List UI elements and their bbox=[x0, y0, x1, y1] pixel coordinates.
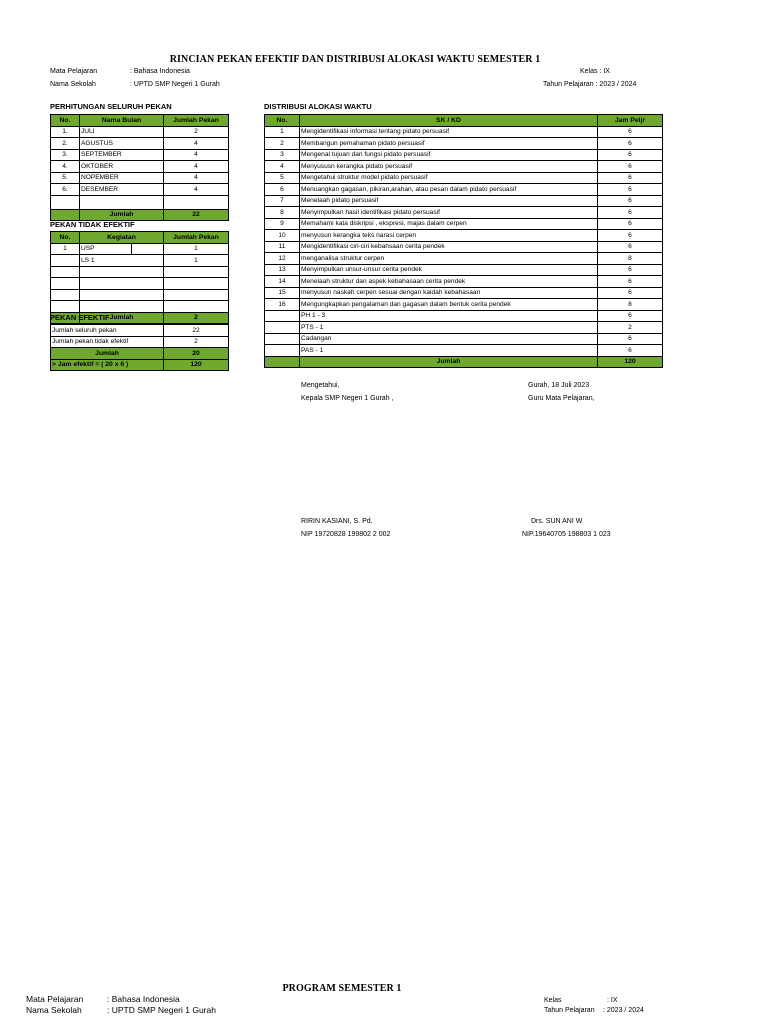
cell: 9 bbox=[265, 218, 300, 230]
program-kelas-value: : IX bbox=[607, 997, 618, 1004]
total-value: 2 bbox=[164, 312, 229, 324]
cell: 4 bbox=[164, 138, 229, 150]
table-row bbox=[265, 172, 663, 184]
col-header: SK / KD bbox=[300, 115, 598, 127]
tahun-pelajaran: Tahun Pelajaran : 2023 / 2024 bbox=[543, 81, 637, 88]
cell bbox=[51, 255, 80, 267]
total-label: Jumlah bbox=[80, 209, 164, 221]
table-row bbox=[51, 126, 229, 138]
distribusi-table bbox=[264, 114, 663, 368]
col-header: Jumlah Pekan bbox=[164, 232, 229, 244]
cell: Mengenal tujuan dan fungsi pidato persuasif bbox=[300, 149, 598, 161]
cell: 8 bbox=[598, 299, 663, 311]
cell: 4 bbox=[164, 172, 229, 184]
table-header-row bbox=[51, 115, 229, 127]
cell: 5 bbox=[265, 172, 300, 184]
program-sekolah-value: : UPTD SMP Negeri 1 Gurah bbox=[107, 1005, 216, 1015]
cell: 6 bbox=[598, 218, 663, 230]
cell: 8 bbox=[265, 207, 300, 219]
program-sekolah-label: Nama Sekolah bbox=[26, 1005, 82, 1015]
cell bbox=[265, 322, 300, 334]
table-row bbox=[265, 287, 663, 299]
cell: 8 bbox=[598, 253, 663, 265]
cell: 1 bbox=[51, 243, 80, 255]
guru-nip: NIP.19640705 198803 1 023 bbox=[522, 531, 611, 538]
cell: 7 bbox=[265, 195, 300, 207]
cell: 6 bbox=[598, 161, 663, 173]
cell: 4 bbox=[164, 149, 229, 161]
cell: PTS - 1 bbox=[300, 322, 598, 334]
cell bbox=[265, 333, 300, 345]
program-tahun-value: : 2023 / 2024 bbox=[603, 1007, 644, 1014]
empty-row bbox=[51, 195, 229, 209]
cell: 12 bbox=[265, 253, 300, 265]
cell: 4 bbox=[164, 184, 229, 196]
cell: DESEMBER bbox=[80, 184, 164, 196]
cell: Cadangan bbox=[300, 333, 598, 345]
cell: Mengidentifikasi ciri-ciri kebahsaan cerita pendek bbox=[300, 241, 598, 253]
cell: 6 bbox=[598, 230, 663, 242]
cell: 2. bbox=[51, 138, 80, 150]
cell: 11 bbox=[265, 241, 300, 253]
cell: 14 bbox=[265, 276, 300, 288]
table-row bbox=[265, 276, 663, 288]
mengetahui-text: Mengetahui, bbox=[301, 382, 340, 389]
table-row bbox=[265, 333, 663, 345]
empty-row bbox=[51, 289, 229, 301]
table-row bbox=[265, 253, 663, 265]
col-header: Nama Bulan bbox=[80, 115, 164, 127]
cell: AGUSTUS bbox=[80, 138, 164, 150]
cell: 6 bbox=[265, 184, 300, 196]
cell: 1 bbox=[164, 243, 229, 255]
cell: LS 1 bbox=[80, 255, 164, 267]
table-row bbox=[265, 207, 663, 219]
table-row bbox=[265, 241, 663, 253]
cell: Membangun pemahaman pidato persuasif bbox=[300, 138, 598, 150]
total-label: Jumlah bbox=[51, 348, 164, 360]
cell: 6 bbox=[598, 149, 663, 161]
kepala-name: RIRIN KASIANI, S. Pd. bbox=[301, 518, 373, 525]
total-label: Jumlah bbox=[300, 356, 598, 368]
table-row bbox=[265, 230, 663, 242]
cell: Jumlah pekan tidak efektif bbox=[51, 336, 164, 348]
cell: 15 bbox=[265, 287, 300, 299]
mapel-label: Mata Pelajaran bbox=[50, 68, 98, 75]
cell: 2 bbox=[164, 126, 229, 138]
table-row bbox=[51, 172, 229, 184]
total-row bbox=[51, 209, 229, 221]
table-row bbox=[265, 345, 663, 357]
table-row bbox=[265, 264, 663, 276]
total-value: 20 bbox=[164, 348, 229, 360]
sekolah-label: Nama Sekolah bbox=[50, 81, 96, 88]
table-row bbox=[265, 310, 663, 322]
table-row bbox=[265, 218, 663, 230]
program-tahun-label: Tahun Pelajaran bbox=[544, 1007, 595, 1014]
table-row bbox=[51, 325, 229, 337]
cell: 6 bbox=[598, 333, 663, 345]
cell: 6 bbox=[598, 241, 663, 253]
total-label: Jumlah bbox=[80, 312, 164, 324]
cell: Memahami kata diskripsi , ekspresi, majas dalam cerpen bbox=[300, 218, 598, 230]
table-row bbox=[265, 195, 663, 207]
cell: PAS - 1 bbox=[300, 345, 598, 357]
cell: 6 bbox=[598, 207, 663, 219]
cell: 6 bbox=[598, 287, 663, 299]
table-row bbox=[51, 161, 229, 173]
table-row bbox=[51, 138, 229, 150]
table-row bbox=[265, 126, 663, 138]
cell: 6 bbox=[598, 126, 663, 138]
kelas: Kelas : IX bbox=[580, 68, 610, 75]
cell: 6 bbox=[598, 264, 663, 276]
col-header: No. bbox=[51, 115, 80, 127]
program-title: PROGRAM SEMESTER 1 bbox=[282, 983, 402, 994]
cell: 1. bbox=[51, 126, 80, 138]
total-value: 120 bbox=[598, 356, 663, 368]
cell: Menuangkan gagasan, pikiran,arahan, atau pesan dalam pidato persuasif bbox=[300, 184, 598, 196]
kepala-nip: NIP 19720828 199802 2 002 bbox=[301, 531, 391, 538]
table-row bbox=[51, 243, 229, 255]
table-row bbox=[51, 149, 229, 161]
table-row bbox=[265, 299, 663, 311]
col-header: No. bbox=[51, 232, 80, 244]
cell: 13 bbox=[265, 264, 300, 276]
cell: menyusun kerangka teks narasi cerpen bbox=[300, 230, 598, 242]
cell: 6 bbox=[598, 345, 663, 357]
cell: Menyimpulkan unsur-unsur cerita pendek bbox=[300, 264, 598, 276]
cell: menyusun naskah cerpen sesuai dengan kaidah kebahasaan bbox=[300, 287, 598, 299]
cell: Mengidentifikasi informasi tentang pidato persuasif bbox=[300, 126, 598, 138]
cell: OKTOBER bbox=[80, 161, 164, 173]
total-row bbox=[265, 356, 663, 368]
tidak-efektif-table bbox=[50, 231, 229, 324]
tidak-efektif-heading: PEKAN TIDAK EFEKTIF bbox=[50, 220, 135, 229]
distribusi-body bbox=[265, 126, 663, 356]
table-row bbox=[265, 149, 663, 161]
cell: 6 bbox=[598, 184, 663, 196]
program-mapel-label: Mata Pelajaran bbox=[26, 994, 84, 1004]
program-mapel-value: : Bahasa Indonesia bbox=[107, 994, 180, 1004]
cell: 3 bbox=[265, 149, 300, 161]
cell: 2 bbox=[598, 322, 663, 334]
cell: Menelaah struktur dan aspek kebahasaan cerita pendek bbox=[300, 276, 598, 288]
cell: JULI bbox=[80, 126, 164, 138]
cell: menganalisa struktur cerpen bbox=[300, 253, 598, 265]
cell: 4 bbox=[164, 161, 229, 173]
cell: Menyususn kerangka pidato persuasif bbox=[300, 161, 598, 173]
table-header-row bbox=[51, 232, 229, 244]
cell: NOPEMBER bbox=[80, 172, 164, 184]
empty-row bbox=[51, 266, 229, 278]
table-row bbox=[265, 138, 663, 150]
cell: Menelaah pidato persuasif bbox=[300, 195, 598, 207]
col-header: Kegiatan bbox=[80, 232, 164, 244]
cell: Mengungkapkan pengalaman dan gagasan dalam bentuk cerita pendek bbox=[300, 299, 598, 311]
cell bbox=[265, 345, 300, 357]
cell: 3. bbox=[51, 149, 80, 161]
col-header: Jumlah Pekan bbox=[164, 115, 229, 127]
empty-row bbox=[51, 278, 229, 290]
total-value: 22 bbox=[164, 209, 229, 221]
table-row bbox=[51, 336, 229, 348]
kepala-title: Kepala SMP Negeri 1 Gurah , bbox=[301, 395, 394, 402]
col-header: No. bbox=[265, 115, 300, 127]
cell: SEPTEMBER bbox=[80, 149, 164, 161]
cell: 4 bbox=[265, 161, 300, 173]
sekolah-value: : UPTD SMP Negeri 1 Gurah bbox=[130, 81, 220, 88]
total-row bbox=[51, 348, 229, 360]
table-row bbox=[265, 322, 663, 334]
cell: 1 bbox=[265, 126, 300, 138]
cell: USP bbox=[80, 243, 132, 255]
jam-efektif-label: > Jam efektif = ( 20 x 6 ) bbox=[51, 359, 164, 371]
table-row bbox=[265, 184, 663, 196]
cell: 5. bbox=[51, 172, 80, 184]
cell: 6. bbox=[51, 184, 80, 196]
cell: Mengetahui struktur model pidato persuasif bbox=[300, 172, 598, 184]
cell: 4. bbox=[51, 161, 80, 173]
cell: 6 bbox=[598, 172, 663, 184]
cell: 16 bbox=[265, 299, 300, 311]
cell: 22 bbox=[164, 325, 229, 337]
guru-name: Drs. SUN ANI W bbox=[531, 518, 583, 525]
pekan-heading: PERHITUNGAN SELURUH PEKAN bbox=[50, 102, 172, 111]
cell: 6 bbox=[598, 138, 663, 150]
table-row bbox=[51, 184, 229, 196]
efektif-heading: PEKAN EFEKTIF bbox=[50, 313, 110, 322]
cell: 10 bbox=[265, 230, 300, 242]
program-kelas-label: Kelas bbox=[544, 997, 562, 1004]
distribusi-heading: DISTRIBUSI ALOKASI WAKTU bbox=[264, 102, 372, 111]
empty-row bbox=[51, 301, 229, 313]
jam-efektif-row bbox=[51, 359, 229, 371]
efektif-table bbox=[50, 324, 229, 371]
page-title: RINCIAN PEKAN EFEKTIF DAN DISTRIBUSI ALOKASI WAKTU SEMESTER 1 bbox=[169, 54, 541, 65]
cell: Menyimpulkan hasil identifikasi pidato persuasif bbox=[300, 207, 598, 219]
mapel-value: : Bahasa Indonesia bbox=[130, 68, 190, 75]
col-header: Jam Peljr bbox=[598, 115, 663, 127]
cell: 2 bbox=[265, 138, 300, 150]
cell: Jumlah seluruh pekan bbox=[51, 325, 164, 337]
table-header-row bbox=[265, 115, 663, 127]
cell: PH 1 - 3 bbox=[300, 310, 598, 322]
table-row bbox=[51, 255, 229, 267]
place-date: Gurah, 18 Juli 2023 bbox=[528, 382, 590, 389]
jam-efektif-value: 120 bbox=[164, 359, 229, 371]
cell: 2 bbox=[164, 336, 229, 348]
cell: 6 bbox=[598, 310, 663, 322]
cell: 1 bbox=[164, 255, 229, 267]
pekan-table bbox=[50, 114, 229, 221]
table-row bbox=[265, 161, 663, 173]
guru-title: Guru Mata Pelajaran, bbox=[528, 395, 595, 402]
cell: 6 bbox=[598, 195, 663, 207]
cell bbox=[265, 310, 300, 322]
cell: 6 bbox=[598, 276, 663, 288]
